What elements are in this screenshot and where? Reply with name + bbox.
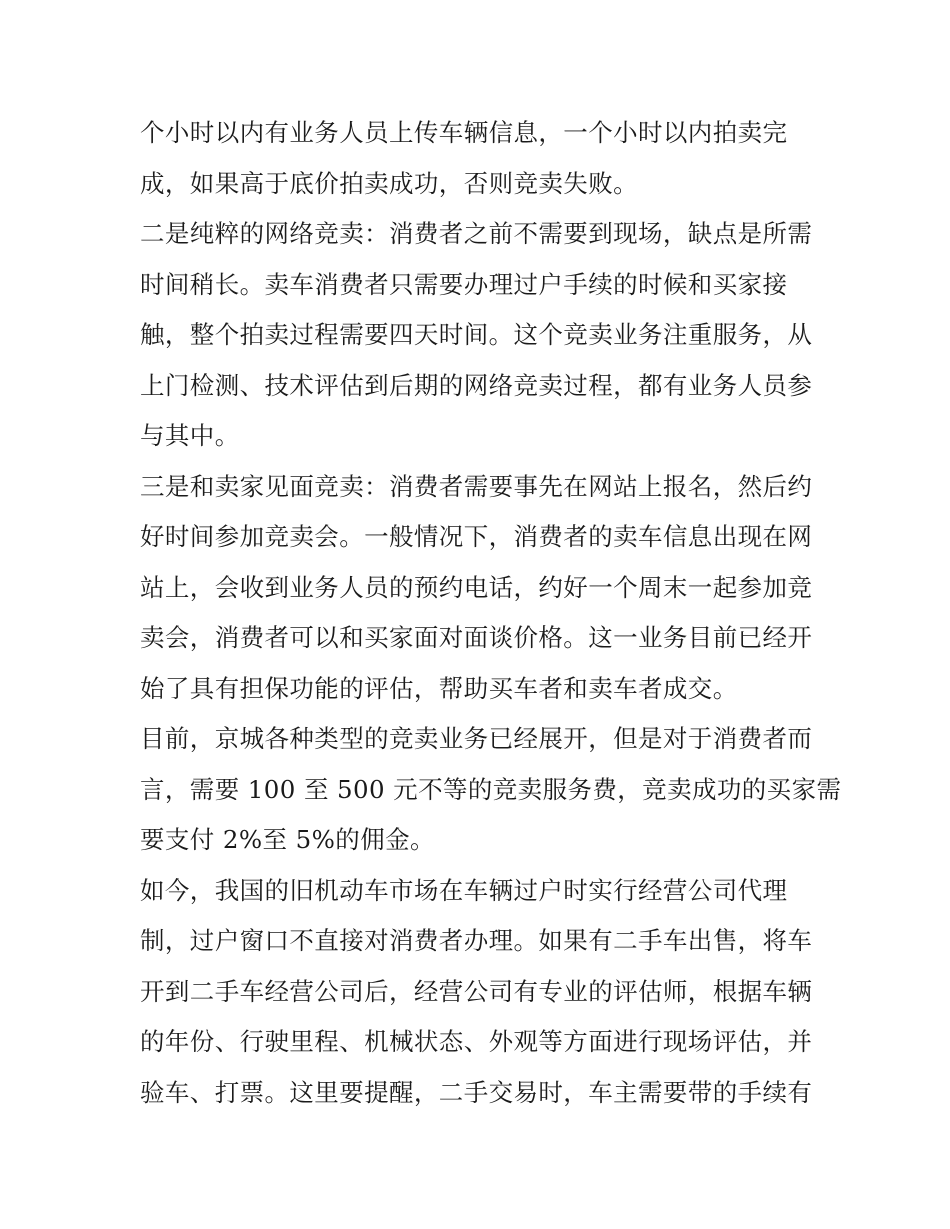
text-line: 如今，我国的旧机动车市场在车辆过户时实行经营公司代理 (140, 875, 788, 905)
text-line: 言，需要 100 至 500 元不等的竞卖服务费，竞卖成功的买家需 (140, 774, 842, 804)
text-line: 好时间参加竞卖会。一般情况下，消费者的卖车信息出现在网 (140, 522, 813, 551)
text-line: 上门检测、技术评估到后期的网络竞卖过程，都有业务人员参 (140, 370, 813, 400)
text-line: 制，过户窗口不直接对消费者办理。如果有二手车出售，将车 (140, 926, 813, 955)
document-body (140, 108, 842, 1118)
text-line: 站上，会收到业务人员的预约电话，约好一个周末一起参加竞 (140, 572, 813, 602)
text-line: 卖会，消费者可以和买家面对面谈价格。这一业务目前已经开 (140, 623, 813, 652)
text-line: 触，整个拍卖过程需要四天时间。这个竞卖业务注重服务，从 (140, 320, 813, 349)
text-line: 时间稍长。卖车消费者只需要办理过户手续的时候和买家接 (140, 269, 788, 299)
text-line: 二是纯粹的网络竞卖：消费者之前不需要到现场，缺点是所需 (140, 219, 813, 248)
text-line: 三是和卖家见面竞卖：消费者需要事先在网站上报名，然后约 (140, 471, 813, 501)
text-line: 目前，京城各种类型的竞卖业务已经展开，但是对于消费者而 (140, 724, 813, 753)
text-line: 开到二手车经营公司后，经营公司有专业的评估师，根据车辆 (140, 976, 813, 1006)
text-line: 始了具有担保功能的评估，帮助买车者和卖车者成交。 (140, 673, 738, 703)
text-line: 验车、打票。这里要提醒，二手交易时，车主需要带的手续有 (140, 1077, 813, 1107)
text-line: 的年份、行驶里程、机械状态、外观等方面进行现场评估，并 (140, 1027, 813, 1056)
text-line: 成，如果高于底价拍卖成功，否则竞卖失败。 (140, 168, 638, 198)
text-line: 要支付 2%至 5%的佣金。 (140, 825, 435, 854)
text-line: 与其中。 (140, 421, 240, 450)
text-line: 个小时以内有业务人员上传车辆信息，一个小时以内拍卖完 (140, 118, 788, 147)
